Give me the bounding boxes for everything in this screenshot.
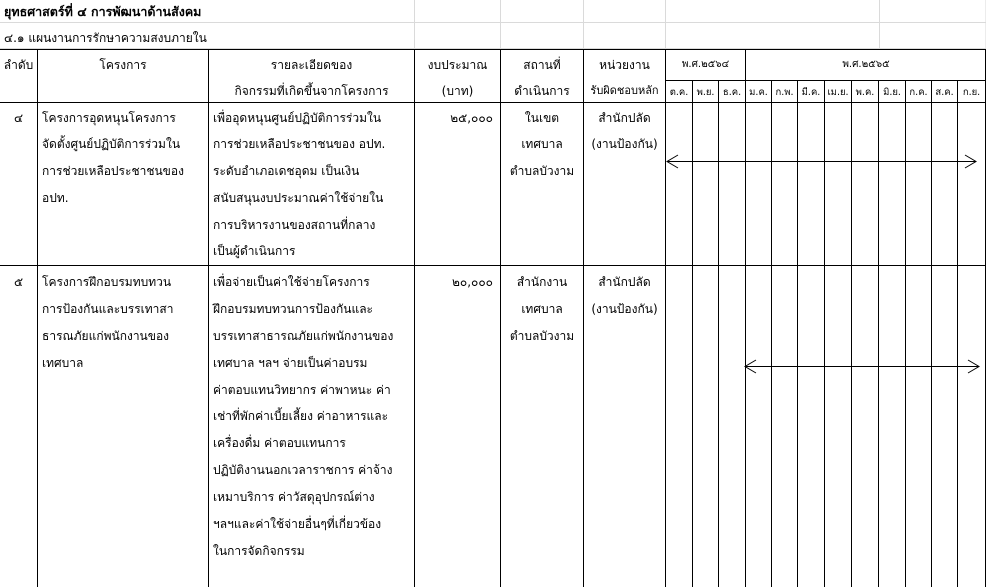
header-details-2: กิจกรรมที่เกิดขึ้นจากโครงการ (234, 84, 389, 98)
month-jun: มิ.ย. (883, 87, 901, 98)
month-oct: ต.ค. (669, 87, 689, 98)
place-line: ตำบลบัวงาม (509, 164, 575, 178)
details-line: เช่าที่พักค่าเบี้ยเลี้ยง ค่าอาหารและ (213, 409, 389, 423)
header-place-2: ดำเนินการ (514, 84, 570, 98)
header-details-1: รายละเอียดของ (270, 58, 353, 72)
details-line: สนับสนุนงบประมาณค่าใช้จ่ายใน (213, 191, 384, 205)
unit-line: (งานป้องกัน) (591, 137, 658, 151)
header-year-2565: พ.ศ.๒๕๖๕ (842, 59, 890, 70)
header-no: ลำดับ (3, 58, 34, 72)
details-line: บรรเทาสาธารณภัยแก่พนักงานของ (213, 329, 394, 343)
project-line: การป้องกันและบรรเทาสา (42, 302, 174, 316)
month-mar: มี.ค. (801, 87, 821, 98)
details-line: ค่าตอบแทนวิทยากร ค่าพาหนะ ค่า (213, 383, 391, 397)
details-line: เป็นผู้ดำเนินการ (213, 244, 296, 258)
header-unit-1: หน่วยงาน (599, 58, 650, 72)
place-line: สำนักงาน (516, 275, 568, 289)
header-budget-1: งบประมาณ (427, 58, 488, 72)
header-unit-2: รับผิดชอบหลัก (590, 84, 659, 97)
details-line: เหมาบริการ ค่าวัสดุอุปกรณ์ต่าง (213, 490, 375, 504)
details-line: เพื่ออุดหนุนศูนย์ปฏิบัติการร่วมใน (213, 111, 382, 125)
header-year-2564: พ.ศ.๒๕๖๔ (681, 59, 730, 70)
header-budget-2: (บาท) (441, 84, 474, 98)
strategy-title: ยุทธศาสตร์ที่ ๔ การพัฒนาด้านสังคม (4, 4, 202, 19)
place-line: เทศบาล (521, 302, 563, 316)
row-no: ๔ (13, 111, 24, 125)
project-line: โครงการอุดหนุนโครงการ (42, 111, 176, 125)
month-sep: ก.ย. (962, 87, 981, 98)
unit-line: สำนักปลัด (598, 275, 651, 289)
month-dec: ธ.ค. (722, 87, 742, 98)
details-line: เครื่องดื่ม ค่าตอบแทนการ (213, 436, 346, 450)
details-line: การบริหารงานของสถานที่กลาง (213, 218, 376, 232)
header-project: โครงการ (99, 58, 147, 72)
project-line: เทศบาล (42, 356, 84, 370)
details-line: การช่วยเหลือประชาชนของ อปท. (213, 137, 386, 151)
month-feb: ก.พ. (775, 87, 794, 98)
month-apr: เม.ย. (827, 87, 849, 98)
unit-line: (งานป้องกัน) (591, 302, 658, 316)
details-line: ปฏิบัติงานนอกเวลาราชการ ค่าจ้าง (213, 463, 393, 477)
details-line: ในการจัดกิจกรรม (213, 544, 305, 558)
details-line: เทศบาล ฯลฯ จ่ายเป็นค่าอบรม (213, 356, 368, 370)
project-line: การช่วยเหลือประชาชนของ (42, 164, 184, 178)
place-line: ในเขต (524, 111, 560, 125)
project-line: โครงการฝึกอบรมทบทวน (42, 275, 172, 289)
details-line: เพื่อจ่ายเป็นค่าใช้จ่ายโครงการ (213, 275, 370, 289)
details-line: ฝึกอบรมทบทวนการป้องกันและ (213, 302, 373, 316)
row-no: ๕ (13, 275, 24, 289)
details-line: ฯลฯและค่าใช้จ่ายอื่นๆที่เกี่ยวข้อง (213, 517, 382, 531)
project-line: ธารณภัยแก่พนักงานของ (42, 329, 170, 343)
place-line: เทศบาล (521, 137, 563, 151)
unit-line: สำนักปลัด (598, 111, 651, 125)
plan-title: ๔.๑ แผนงานการรักษาความสงบภายใน (4, 31, 207, 45)
header-place-1: สถานที่ (523, 58, 561, 72)
place-line: ตำบลบัวงาม (509, 329, 575, 343)
budget-value: ๒๕,๐๐๐ (450, 111, 493, 125)
project-line: จัดตั้งศูนย์ปฏิบัติการร่วมใน (42, 137, 181, 151)
month-jan: ม.ค. (749, 87, 768, 98)
month-jul: ก.ค. (909, 87, 928, 98)
budget-value: ๒๐,๐๐๐ (451, 275, 493, 289)
details-line: ระดับอำเภอเดชอุดม เป็นเงิน (213, 164, 360, 178)
month-aug: ส.ค. (935, 87, 954, 98)
project-line: อปท. (42, 191, 69, 205)
month-nov: พ.ย. (696, 87, 715, 98)
month-may: พ.ค. (855, 87, 875, 98)
